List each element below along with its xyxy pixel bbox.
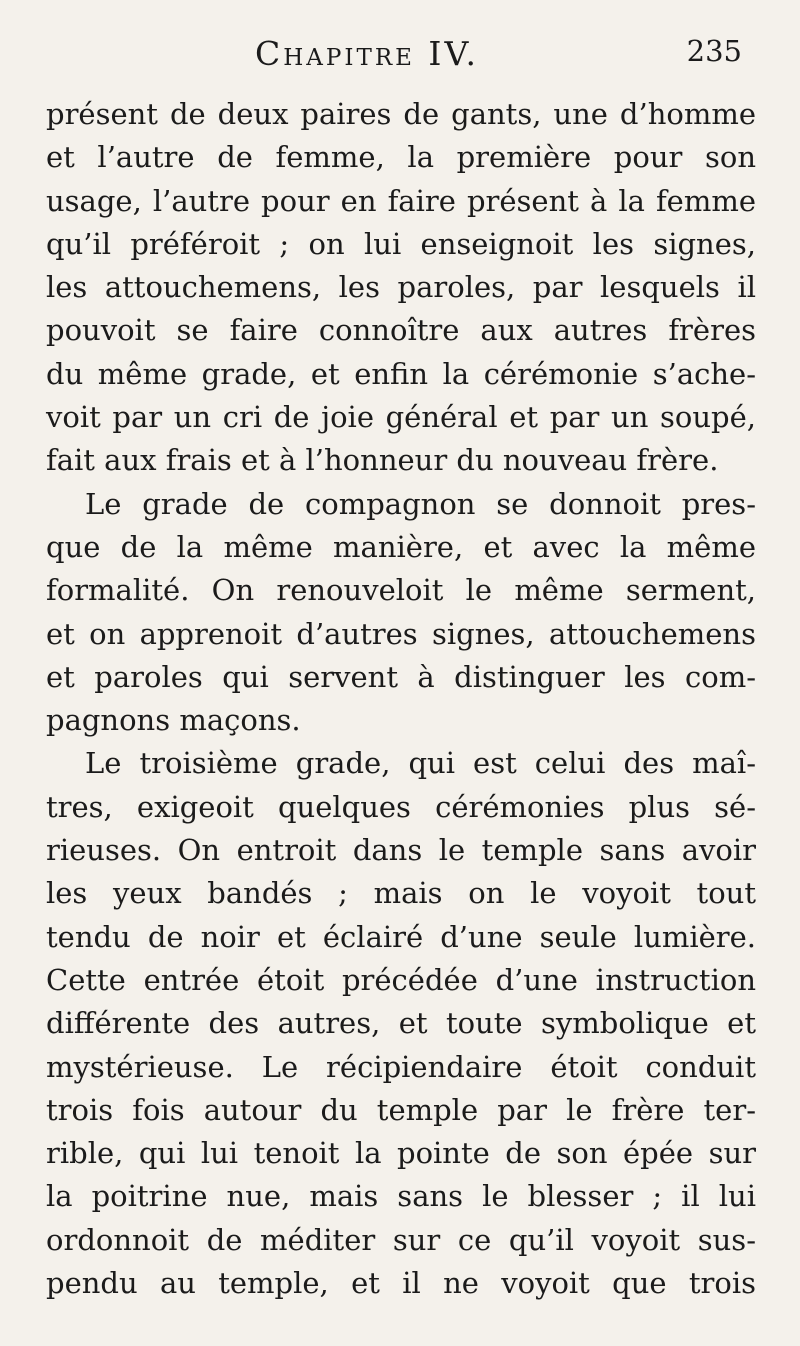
text-line: les attouchemens, les paroles, par lesquels il	[46, 270, 756, 305]
text-line: usage, l’autre pour en faire présent à la femme	[46, 183, 756, 218]
text-line: formalité. On renouveloit le même serment,	[46, 573, 756, 608]
text-line: rible, qui lui tenoit la pointe de son épée sur	[46, 1136, 756, 1171]
page-number: 235	[686, 34, 742, 68]
text-line: pendu au temple, et il ne voyoit que trois	[46, 1266, 756, 1301]
text-line: et paroles qui servent à distinguer les com-	[46, 659, 756, 694]
text-line: tres, exigeoit quelques cérémonies plus sé-	[46, 789, 756, 824]
text-line: et on apprenoit d’autres signes, attouchemens	[46, 616, 756, 651]
running-header	[0, 34, 800, 74]
text-line: trois fois autour du temple par le frère ter-	[46, 1092, 756, 1127]
chapter-title: Chapitre IV.	[255, 34, 480, 73]
text-line: tendu de noir et éclairé d’une seule lumière.	[46, 919, 756, 954]
text-line: pouvoit se faire connoître aux autres frères	[46, 313, 756, 348]
text-line: ordonnoit de méditer sur ce qu’il voyoit sus-	[46, 1222, 756, 1257]
paragraph-start-line: Le troisième grade, qui est celui des maî-	[85, 746, 756, 781]
text-line: qu’il préféroit ; on lui enseignoit les signes,	[46, 226, 756, 261]
text-line: Cette entrée étoit précédée d’une instruction	[46, 962, 756, 997]
text-line: la poitrine nue, mais sans le blesser ; il lui	[46, 1179, 756, 1214]
text-line: présent de deux paires de gants, une d’homme	[46, 97, 756, 131]
text-line: pagnons maçons.	[46, 703, 301, 738]
text-line: que de la même manière, et avec la même	[46, 529, 756, 564]
text-line: fait aux frais et à l’honneur du nouveau frère.	[46, 443, 719, 478]
paragraph-start-line: Le grade de compagnon se donnoit pres-	[85, 486, 756, 521]
text-line: du même grade, et enfin la cérémonie s’ache-	[46, 356, 756, 391]
body-text	[46, 93, 756, 1305]
text-line: et l’autre de femme, la première pour son	[46, 140, 756, 175]
text-line: les yeux bandés ; mais on le voyoit tout	[46, 876, 756, 911]
text-line: mystérieuse. Le récipiendaire étoit conduit	[46, 1049, 756, 1084]
text-line: voit par un cri de joie général et par un soupé,	[46, 400, 756, 435]
text-line: rieuses. On entroit dans le temple sans avoir	[46, 833, 756, 868]
text-line: différente des autres, et toute symbolique et	[46, 1006, 756, 1041]
